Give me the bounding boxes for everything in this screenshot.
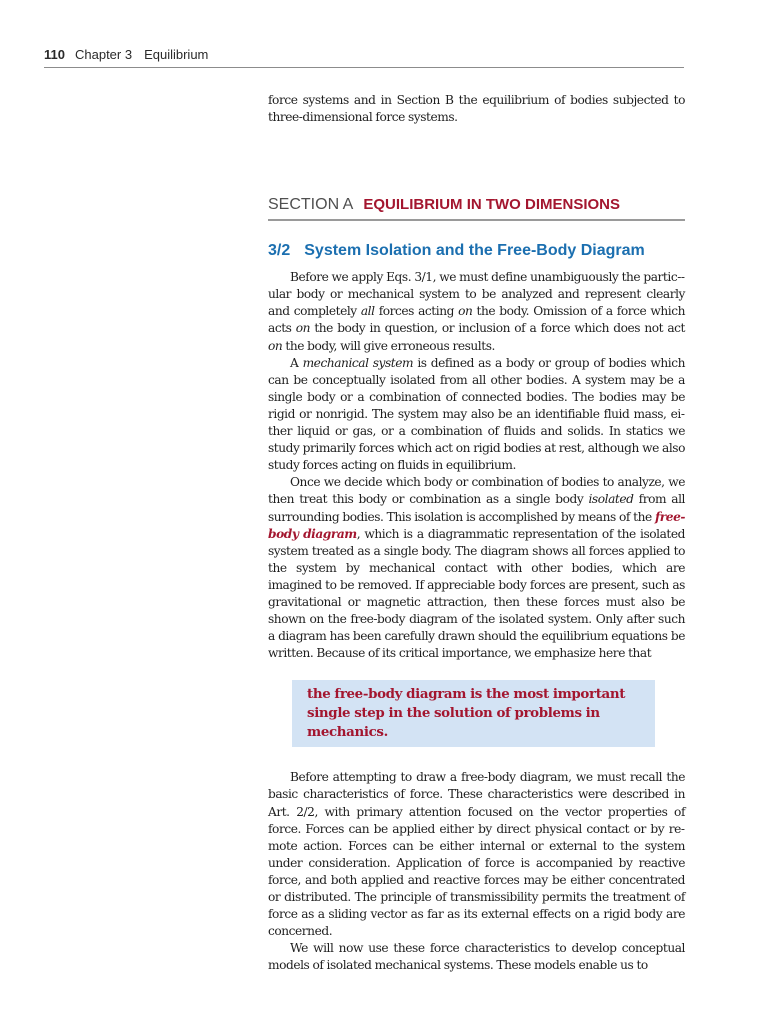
article-heading bbox=[268, 241, 685, 261]
section-label: SECTION A bbox=[268, 196, 354, 214]
chapter-label: Chapter 3 bbox=[74, 47, 133, 62]
body-paragraph-1: Before we apply Eqs. 3/1, we must define unambiguously the partic-ular body or mechanical system to be analyzed and represent clearly and completely all forces acting on the body. Omission of a force which acts on the body in question, or inclusion of a force which does not act on the body, will give erroneous results. bbox=[268, 270, 685, 353]
body-paragraph-4: Before attempting to draw a free-body diagram, we must recall the basic characteristics of force. These characteristics were described in Art. 2/2, with primary attention focused on the vector properties of force. Forces can be applied either by direct physical contact or by remote action. Forces can be either internal or external to the system under consideration. Application of force is accompanied by reactive force, and both applied and reactive forces may be either concentrated or distributed. The principle of transmissibility permits the treatment of force as a sliding vector as far as its external effects on a rigid body are concerned. bbox=[268, 770, 685, 939]
running-head bbox=[44, 47, 684, 68]
article-title: System Isolation and the Free-Body Diagram bbox=[304, 242, 645, 260]
body-paragraph-5: We will now use these force characteristics to develop conceptual models of isolated mechanical systems. These models enable us to bbox=[268, 941, 685, 973]
article-number: 3/2 bbox=[268, 242, 291, 260]
key-term-free-body-diagram: free-body diagram bbox=[268, 509, 685, 541]
page-number: 110 bbox=[44, 47, 65, 62]
intro-continuation-paragraph: force systems and in Section B the equilibrium of bodies subjected to three-dimensional force systems. bbox=[268, 93, 685, 125]
main-text-column bbox=[268, 92, 685, 974]
body-paragraph-3: Once we decide which body or combination of bodies to analyze, we then treat this body or combination as a single body isolated from all surrounding bodies. This isolation is accomplished by means of the free-body diagram, which is a diagrammatic representation of the isolated system treated as a single body. The diagram shows all forces applied to the system by mechanical contact with other bodies, which are imagined to be removed. If appreciable body forces are present, such as gravitational or magnetic attraction, then these forces must also be shown on the free-body diagram of the isolated system. Only after such a diagram has been carefully drawn should the equilibrium equations be written. Because of its critical importance, we emphasize here that bbox=[268, 475, 685, 661]
section-title: EQUILIBRIUM IN TWO DIMENSIONS bbox=[363, 196, 621, 214]
emphasis-callout: the free-body diagram is the most important single step in the solution of problems in mechanics. bbox=[292, 680, 655, 747]
chapter-title: Equilibrium bbox=[144, 47, 209, 62]
section-heading bbox=[268, 195, 685, 221]
body-paragraph-2: A mechanical system is defined as a body or group of bodies which can be conceptually isolated from all other bodies. A system may be a single body or a combination of connected bodies. The bodies may be rigid or nonrigid. The system may also be an identifiable fluid mass, either liquid or gas, or a combination of fluids and solids. In statics we study primarily forces which act on rigid bodies at rest, although we also study forces acting on fluids in equilibrium. bbox=[268, 355, 685, 473]
